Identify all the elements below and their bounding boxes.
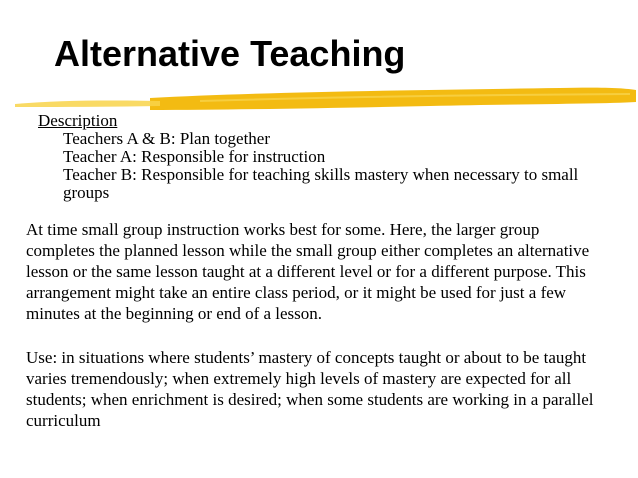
description-heading: Description	[38, 111, 118, 130]
slide-title: Alternative Teaching	[54, 33, 406, 74]
body-paragraph-use: Use: in situations where students’ mastery of concepts taught or about to be taught varies tremendously; when extremely high levels of mastery are expected for all students; when enrichment is desired; when some students are working in a parallel curriculum	[26, 348, 594, 430]
description-item: Teacher A: Responsible for instruction	[63, 147, 326, 166]
highlighter-stroke-main	[150, 88, 636, 110]
highlighter-stroke-tail	[15, 100, 160, 107]
description-item: Teacher B: Responsible for teaching skills mastery when necessary to small groups	[63, 165, 579, 202]
description-list	[38, 130, 618, 202]
description-section	[38, 112, 618, 202]
body-paragraph-small-group: At time small group instruction works best for some. Here, the larger group completes the planned lesson while the small group either completes an alternative lesson or the same lesson taught at a different level or for a different purpose. This arrangement might take an entire class period, or it might be used for just a few minutes at the beginning or end of a lesson.	[26, 220, 590, 323]
description-item: Teachers A & B: Plan together	[63, 129, 271, 148]
